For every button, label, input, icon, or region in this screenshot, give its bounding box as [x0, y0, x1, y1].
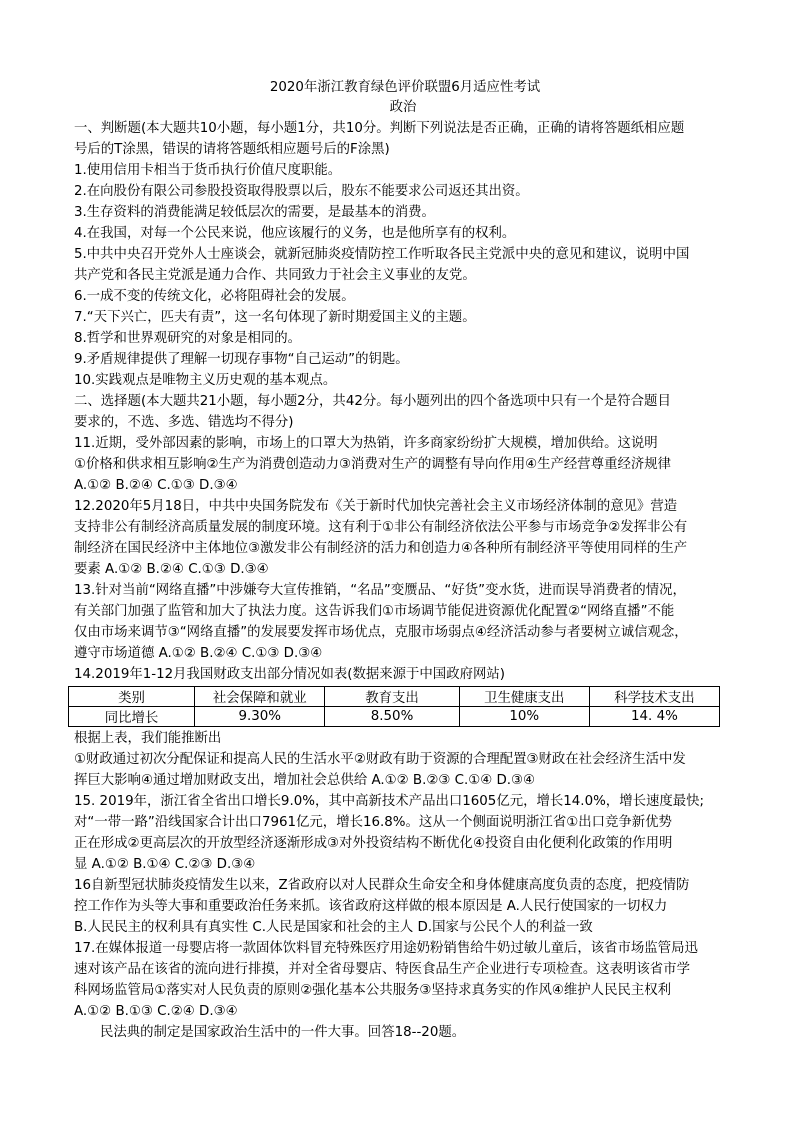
table-header-cell: 教育支出: [325, 687, 459, 707]
table-cell: 9.30%: [195, 707, 325, 727]
text-line: 号后的T涂黑，错误的请将答题纸相应题号后的F涂黑): [74, 142, 390, 157]
table-header-cell: 类别: [69, 687, 195, 707]
text-line: A.①② B.①③ C.②④ D.③④: [74, 1004, 238, 1019]
text-line: 7.“天下兴亡，匹夫有责”，这一名句体现了新时期爱国主义的主题。: [74, 310, 476, 325]
text-line: 6.一成不变的传统文化，必将阻碍社会的发展。: [74, 289, 355, 304]
text-line: 10.实践观点是唯物主义历史观的基本观点。: [74, 373, 337, 388]
text-after-table: [74, 728, 722, 1043]
text-line: B.人民民主的权利具有真实性 C.人民是国家和社会的主人 D.国家与公民个人的利益一致: [74, 920, 593, 935]
text-line: 支持非公有制经济高质量发展的制度环境。这有利于①非公有制经济依法公平参与市场竞争②发挥非公有: [74, 520, 688, 535]
text-line: 2.在向股份有限公司参股投资取得股票以后，股东不能要求公司返还其出资。: [74, 184, 529, 199]
text-before-table: [74, 118, 722, 685]
text-line: 12.2020年5月18日，中共中央国务院发布《关于新时代加快完善社会主义市场经济体制的意见》营造: [74, 499, 678, 514]
text-line: 有关部门加强了监管和加大了执法力度。这告诉我们①市场调节能促进资源优化配置②“网络直播”不能: [74, 604, 675, 619]
text-line: 二、选择题(本大题共21小题，每小题2分，共42分。每小题列出的四个备选项中只有一个是符合题目: [74, 394, 671, 409]
text-line: 16自新型冠状肺炎疫情发生以来，Z省政府以对人民群众生命安全和身体健康高度负责的态度，把疫情防: [74, 878, 690, 893]
text-line: 5.中共中央召开党外人士座谈会，就新冠肺炎疫情防控工作听取各民主党派中央的意见和建议，说明中国: [74, 247, 690, 262]
text-line: 9.矛盾规律提供了理解一切现存事物“自己运动”的钥匙。: [74, 352, 409, 367]
text-line: 3.生存资料的消费能满足较低层次的需要，是最基本的消费。: [74, 205, 435, 220]
text-line: 正在形成②更高层次的开放型经济逐渐形成③对外投资结构不断优化④投资自由化便利化政策的作用明: [74, 836, 673, 851]
text-line: 速对该产品在该省的流向进行排摸，并对全省母婴店、特医食品生产企业进行专项检查。这表明该省市学: [74, 962, 690, 977]
text-line: 1.使用信用卡相当于货币执行价值尺度职能。: [74, 163, 342, 178]
text-line: 对“一带一路”沿线国家合计出口7961亿元，增长16.8%。这从一个侧面说明浙江省①出口竞争新优势: [74, 815, 672, 830]
exam-subject: 政治: [389, 100, 417, 115]
table-header-row: [69, 687, 720, 707]
table-cell: 同比增长: [69, 707, 195, 727]
table-row: [69, 707, 720, 727]
text-line: 仅由市场来调节③“网络直播”的发展要发挥市场优点，克服市场弱点④经济活动参与者要树立诚信观念，: [74, 625, 688, 640]
text-line: 共产党和各民主党派是通力合作、共同致力于社会主义事业的友党。: [74, 268, 476, 283]
text-line: 14.2019年1-12月我国财政支出部分情况如表(数据来源于中国政府网站): [74, 667, 505, 682]
text-line: 15. 2019年，浙江省全省出口增长9.0%，其中高新技术产品出口1605亿元，增长14.0%，增长速度最快;: [74, 794, 705, 809]
text-line: 11.近期，受外部因素的影响，市场上的口罩大为热销，许多商家纷纷扩大规模，增加供给。这说明: [74, 436, 658, 451]
table-header-cell: 卫生健康支出: [459, 687, 589, 707]
text-line: A.①② B.②④ C.①③ D.③④: [74, 478, 238, 493]
text-line: ①财政通过初次分配保证和提高人民的生活水平②财政有助于资源的合理配置③财政在社会经济生活中发: [74, 752, 686, 767]
text-line: 制经济在国民经济中主体地位③激发非公有制经济的活力和创造力④各种所有制经济平等使用同样的生产: [74, 541, 688, 556]
table-cell: 8.50%: [325, 707, 459, 727]
text-line: 一、判断题(本大题共10小题，每小题1分，共10分。判断下列说法是否正确，正确的请将答题纸相应题: [74, 121, 685, 136]
text-line: 控工作作为头等大事和重要政治任务来抓。该省政府这样做的根本原因是 A.人民行使国家的一切权力: [74, 899, 668, 914]
text-line: 要求的，不选、多选、错选均不得分): [74, 415, 294, 430]
text-line: 要素 A.①② B.②④ C.①③ D.③④: [74, 562, 269, 577]
closing-line: 民法典的制定是国家政治生活中的一件大事。回答18--20题。: [100, 1025, 466, 1040]
text-line: 根据上表，我们能推断出: [74, 731, 222, 746]
text-line: 4.在我国，对每一个公民来说，他应该履行的义务，也是他所享有的权利。: [74, 226, 516, 241]
text-line: 显 A.①② B.①④ C.②③ D.③④: [74, 857, 256, 872]
table-cell: 14. 4%: [589, 707, 719, 727]
text-line: 挥巨大影响④通过增加财政支出，增加社会总供给 A.①② B.②③ C.①④ D.③④: [74, 773, 536, 788]
exam-title: 2020年浙江教育绿色评价联盟6月适应性考试: [269, 80, 541, 95]
table-header-cell: 科学技术支出: [589, 687, 719, 707]
text-line: 17.在媒体报道一母婴店将一款固体饮料冒充特殊医疗用途奶粉销售给牛奶过敏儿童后，该省市场监管局迅: [74, 941, 698, 956]
text-line: 科网场监管局①落实对人民负责的原则②强化基本公共服务③坚持求真务实的作风④维护人民民主权利: [74, 983, 672, 998]
text-line: ①价格和供求相互影响②生产为消费创造动力③消费对生产的调整有导向作用④生产经营尊重经济规律: [74, 457, 672, 472]
text-line: 13.针对当前“网络直播”中涉嫌夸大宣传推销，“名品”变赝品、“好货”变水货，进而误导消费者的情况，: [74, 583, 686, 598]
text-line: 遵守市场道德 A.①② B.②④ C.①③ D.③④: [74, 646, 323, 661]
text-line: 8.哲学和世界观研究的对象是相同的。: [74, 331, 302, 346]
table-cell: 10%: [459, 707, 589, 727]
fiscal-expenditure-table: [68, 686, 720, 727]
table-header-cell: 社会保障和就业: [195, 687, 325, 707]
